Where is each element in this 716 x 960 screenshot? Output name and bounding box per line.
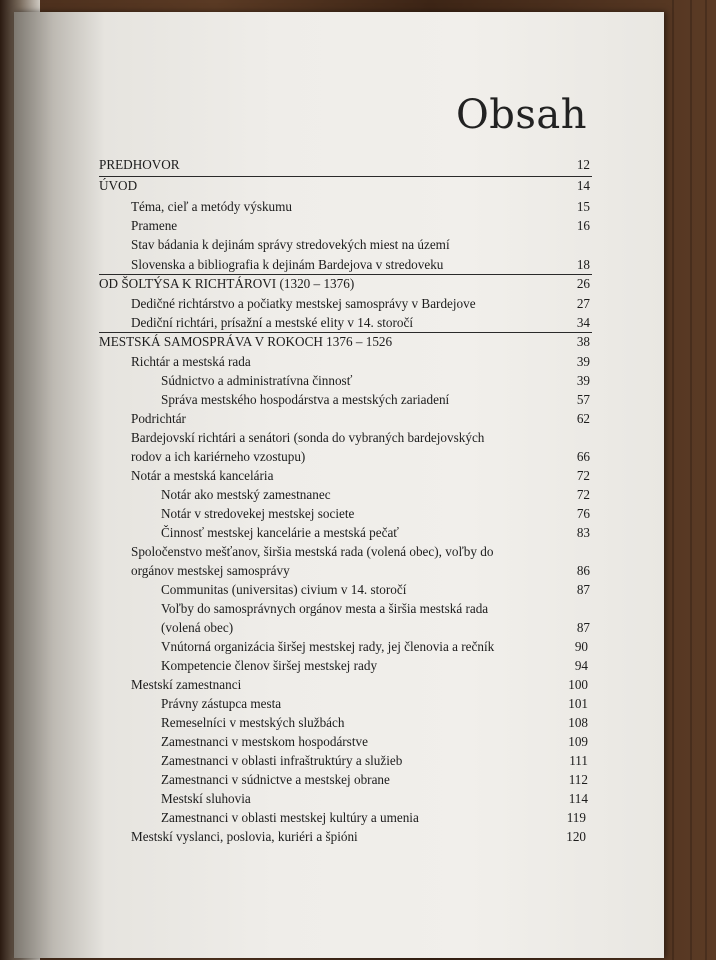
toc-entry-page-number: 66 — [576, 449, 590, 464]
toc-entry-label: Téma, cieľ a metódy výskumu — [131, 199, 292, 214]
toc-entry-label: Podrichtár — [131, 411, 186, 426]
toc-entry-page-number: 18 — [576, 257, 590, 272]
page-title: Obsah — [456, 92, 588, 138]
toc-entry-page-number: 57 — [576, 392, 590, 407]
toc-entry-page-number: 27 — [576, 296, 590, 311]
toc-entry-label: Mestskí zamestnanci — [131, 677, 242, 692]
toc-entry-page-number: 76 — [576, 506, 590, 521]
toc-entry-label: Kompetencie členov širšej mestskej rady — [161, 658, 378, 673]
toc-entry-page-number: 111 — [569, 753, 588, 768]
toc-entry-page-number: 120 — [566, 829, 586, 844]
toc-entry-label: MESTSKÁ SAMOSPRÁVA V ROKOCH 1376 – 1526 — [99, 334, 393, 349]
toc-entry-page-number: 14 — [576, 178, 590, 193]
toc-entry-label: Spoločenstvo mešťanov, širšia mestská rada (volená obec), voľby do — [131, 544, 494, 559]
toc-entry-page-number: 109 — [568, 734, 588, 749]
section-rule — [99, 176, 592, 177]
toc-entry-label: Zamestnanci v oblasti infraštruktúry a služieb — [161, 753, 403, 768]
toc-entry-label: Súdnictvo a administratívna činnosť — [161, 373, 353, 388]
toc-entry-label: Mestskí vyslanci, poslovia, kuriéri a špióni — [131, 829, 358, 844]
toc-entry-label: ÚVOD — [99, 178, 138, 193]
toc-entry-page-number: 87 — [576, 620, 590, 635]
toc-entry-label: Právny zástupca mesta — [161, 696, 282, 711]
toc-entry-page-number: 39 — [576, 373, 590, 388]
toc-entry-page-number: 100 — [568, 677, 588, 692]
toc-entry-label: Vnútorná organizácia širšej mestskej rady, jej členovia a rečník — [161, 639, 495, 654]
toc-entry-label: Notár v stredovekej mestskej societe — [161, 506, 355, 521]
toc-entry-label: Bardejovskí richtári a senátori (sonda do vybraných bardejovských — [131, 430, 485, 445]
toc-entry-label: Remeselníci v mestských službách — [161, 715, 345, 730]
toc-entry-label: Činnosť mestskej kancelárie a mestská pečať — [161, 525, 399, 540]
toc-entry-label: Voľby do samosprávnych orgánov mesta a širšia mestská rada — [161, 601, 489, 616]
toc-entry-label: OD ŠOLTÝSA K RICHTÁROVI (1320 – 1376) — [99, 276, 355, 291]
toc-entry-label: (volená obec) — [161, 620, 234, 635]
toc-entry-page-number: 62 — [576, 411, 590, 426]
toc-entry-page-number: 16 — [576, 218, 590, 233]
toc-entry-page-number: 15 — [576, 199, 590, 214]
toc-entry-page-number: 108 — [568, 715, 588, 730]
toc-entry-label: Communitas (universitas) civium v 14. storočí — [161, 582, 407, 597]
toc-entry-page-number: 90 — [574, 639, 588, 654]
toc-entry-label: Mestskí sluhovia — [161, 791, 251, 806]
toc-entry-page-number: 119 — [566, 810, 586, 825]
toc-entry-label: Zamestnanci v súdnictve a mestskej obrane — [161, 772, 390, 787]
section-rule — [99, 274, 592, 275]
toc-entry-page-number: 83 — [576, 525, 590, 540]
toc-entry-label: Richtár a mestská rada — [131, 354, 251, 369]
toc-entry-page-number: 86 — [576, 563, 590, 578]
toc-entry-page-number: 72 — [576, 468, 590, 483]
toc-entry-page-number: 38 — [576, 334, 590, 349]
toc-entry-label: PREDHOVOR — [99, 157, 180, 172]
toc-entry-page-number: 34 — [576, 315, 590, 330]
toc-entry-page-number: 12 — [576, 157, 590, 172]
toc-entry-label: Notár ako mestský zamestnanec — [161, 487, 331, 502]
toc-entry-label: Slovenska a bibliografia k dejinám Bardejova v stredoveku — [131, 257, 444, 272]
toc-entry-page-number: 112 — [568, 772, 588, 787]
section-rule — [99, 332, 592, 333]
toc-entry-page-number: 72 — [576, 487, 590, 502]
toc-entry-page-number: 101 — [568, 696, 588, 711]
toc-entry-label: Pramene — [131, 218, 178, 233]
toc-entry-page-number: 94 — [574, 658, 588, 673]
toc-entry-page-number: 114 — [568, 791, 588, 806]
toc-entry-label: Stav bádania k dejinám správy stredovekých miest na území — [131, 237, 450, 252]
toc-entry-label: Notár a mestská kancelária — [131, 468, 274, 483]
toc-entry-label: orgánov mestskej samosprávy — [131, 563, 290, 578]
toc-entry-page-number: 26 — [576, 276, 590, 291]
toc-entry-label: Zamestnanci v mestskom hospodárstve — [161, 734, 368, 749]
toc-entry-label: rodov a ich kariérneho vzostupu) — [131, 449, 306, 464]
toc-entry-page-number: 87 — [576, 582, 590, 597]
toc-entry-page-number: 39 — [576, 354, 590, 369]
toc-entry-label: Zamestnanci v oblasti mestskej kultúry a umenia — [161, 810, 419, 825]
toc-entry-label: Dediční richtári, prísažní a mestské elity v 14. storočí — [131, 315, 413, 330]
toc-entry-label: Dedičné richtárstvo a počiatky mestskej samosprávy v Bardejove — [131, 296, 476, 311]
toc-entry-label: Správa mestského hospodárstva a mestských zariadení — [161, 392, 450, 407]
